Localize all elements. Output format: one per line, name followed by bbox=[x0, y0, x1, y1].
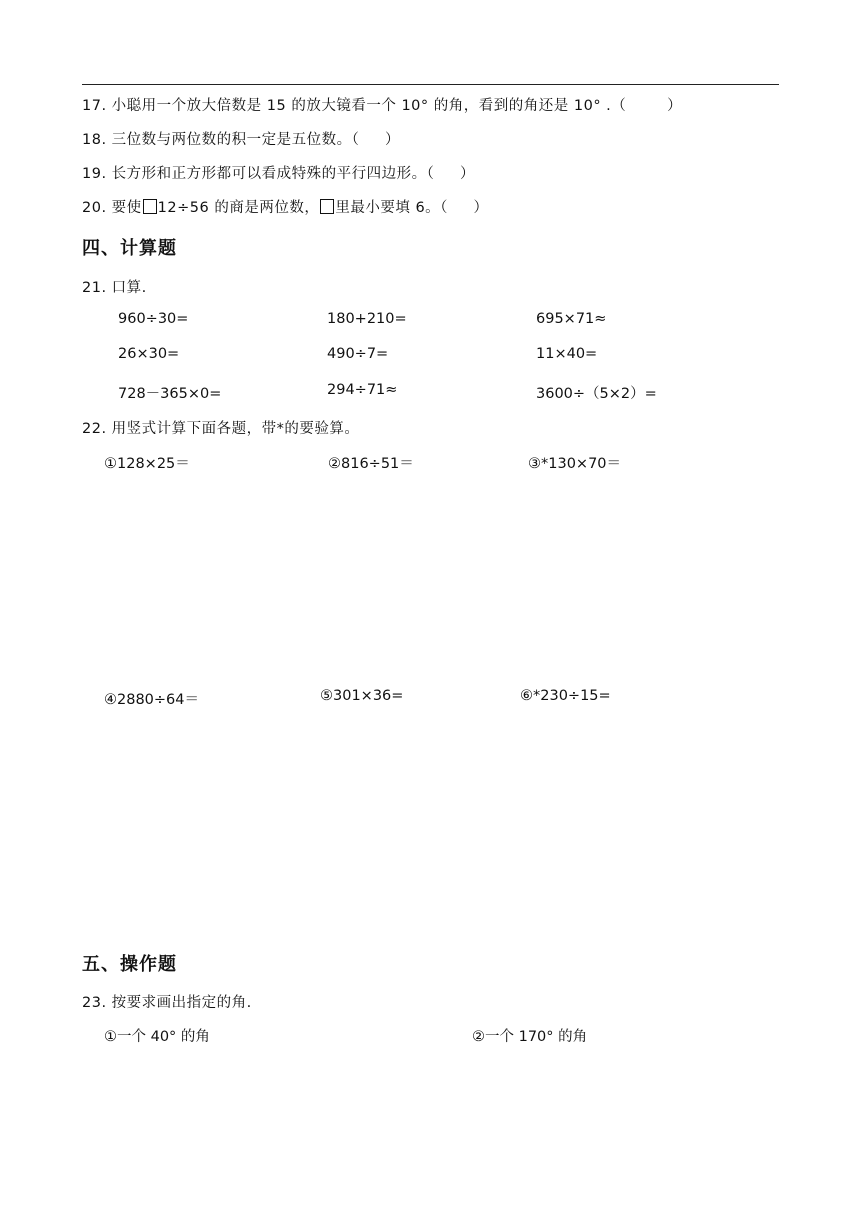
question-23 bbox=[82, 991, 252, 1012]
question-text: 按要求画出指定的角. bbox=[111, 995, 252, 1011]
vertical-calc-item: ②816÷51＝ bbox=[328, 456, 414, 472]
closing-paren: ） bbox=[473, 200, 489, 216]
header-rule bbox=[82, 84, 779, 85]
question-text: 长方形和正方形都可以看成特殊的平行四边形。（ bbox=[111, 166, 435, 182]
question-number: 21. bbox=[82, 280, 107, 296]
question-text: 口算. bbox=[111, 280, 147, 296]
question-22 bbox=[82, 417, 359, 438]
question-number: 18. bbox=[82, 132, 107, 148]
answer-blank[interactable] bbox=[359, 132, 385, 148]
mental-math-item: 3600÷（5×2）= bbox=[536, 386, 657, 402]
mental-math-item: 294÷71≈ bbox=[327, 382, 398, 398]
vertical-calc-item: ⑥*230÷15= bbox=[520, 688, 611, 704]
question-text-b: 12÷56 的商是两位数， bbox=[157, 200, 320, 216]
question-text-c: 里最小要填 6。（ bbox=[335, 200, 448, 216]
question-18 bbox=[82, 128, 400, 149]
question-text: 三位数与两位数的积一定是五位数。（ bbox=[111, 132, 360, 148]
mental-math-item: 960÷30= bbox=[118, 311, 189, 327]
vertical-calc-item: ④2880÷64＝ bbox=[104, 692, 200, 708]
answer-blank[interactable] bbox=[448, 200, 474, 216]
question-19 bbox=[82, 162, 475, 183]
section-heading: 四、计算题 bbox=[82, 238, 177, 259]
question-number: 17. bbox=[82, 98, 107, 114]
mental-math-item: 695×71≈ bbox=[536, 311, 607, 327]
section-heading: 五、操作题 bbox=[82, 954, 177, 975]
answer-blank[interactable] bbox=[626, 98, 667, 114]
vertical-calc-item: ①128×25＝ bbox=[104, 456, 190, 472]
question-20 bbox=[82, 196, 488, 217]
closing-paren: ） bbox=[667, 98, 683, 114]
question-text-a: 要使 bbox=[111, 200, 142, 216]
vertical-calc-item: ⑤301×36= bbox=[320, 688, 404, 704]
mental-math-item: 728－365×0= bbox=[118, 386, 222, 402]
question-17 bbox=[82, 94, 682, 115]
digit-box bbox=[143, 199, 157, 214]
question-text: 用竖式计算下面各题，带*的要验算。 bbox=[111, 421, 360, 437]
question-number: 19. bbox=[82, 166, 107, 182]
closing-paren: ） bbox=[384, 132, 400, 148]
question-number: 23. bbox=[82, 995, 107, 1011]
question-number: 22. bbox=[82, 421, 107, 437]
digit-box bbox=[320, 199, 334, 214]
mental-math-item: 490÷7= bbox=[327, 346, 389, 362]
mental-math-item: 180+210= bbox=[327, 311, 407, 327]
draw-angle-item: ①一个 40° 的角 bbox=[104, 1029, 210, 1045]
mental-math-item: 11×40= bbox=[536, 346, 598, 362]
answer-blank[interactable] bbox=[434, 166, 460, 182]
draw-angle-item: ②一个 170° 的角 bbox=[472, 1029, 588, 1045]
question-21 bbox=[82, 276, 147, 297]
mental-math-item: 26×30= bbox=[118, 346, 180, 362]
vertical-calc-item: ③*130×70＝ bbox=[528, 456, 622, 472]
question-number: 20. bbox=[82, 200, 107, 216]
closing-paren: ） bbox=[459, 166, 475, 182]
question-text: 小聪用一个放大倍数是 15 的放大镜看一个 10° 的角，看到的角还是 10° .（ bbox=[111, 98, 627, 114]
